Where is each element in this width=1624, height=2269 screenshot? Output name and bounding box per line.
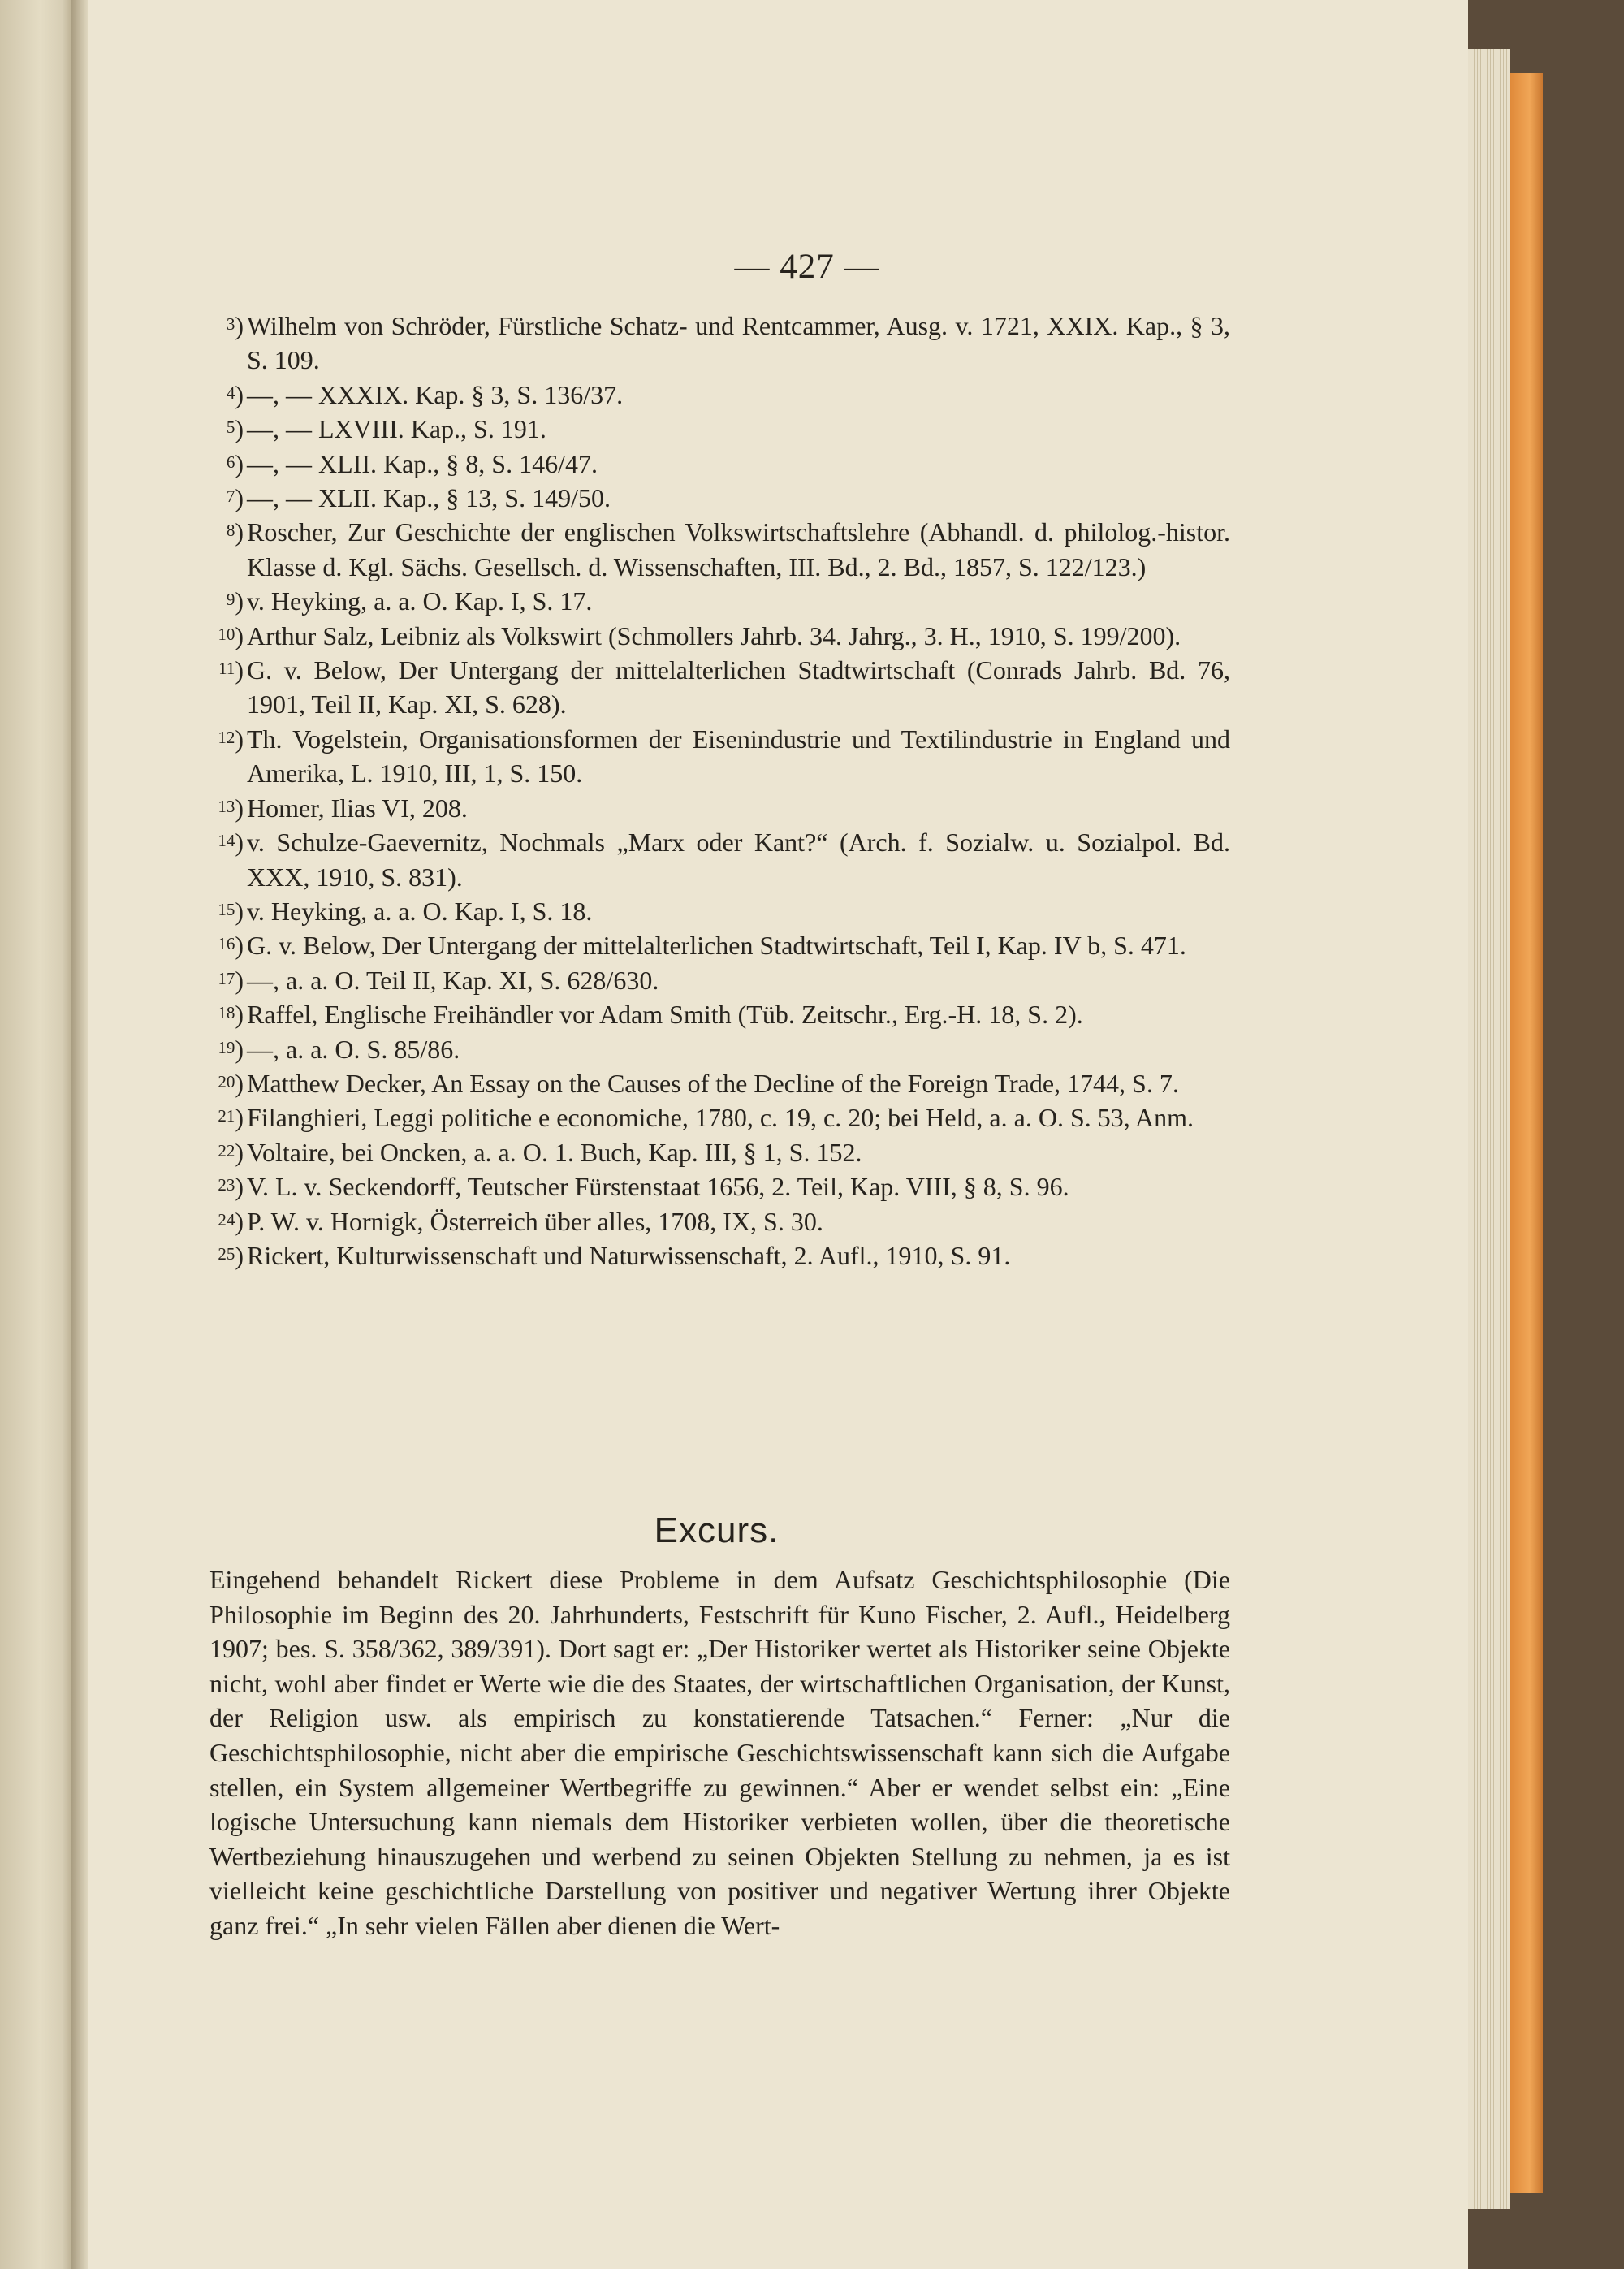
footnote (203, 791, 1230, 825)
footnote-number-value: 23 (218, 1175, 235, 1195)
footnote-number-value: 15 (218, 899, 235, 919)
footnote-paren: ) (235, 965, 244, 995)
footnote-number-value: 24 (218, 1209, 235, 1230)
footnote-text: v. Heyking, a. a. O. Kap. I, S. 18. (247, 896, 593, 926)
footnote-text: P. W. v. Hornigk, Österreich über alles, 1708, IX, S. 30. (247, 1206, 823, 1236)
footnote (203, 447, 1230, 481)
footnote-number-value: 11 (218, 659, 235, 679)
footnote-number (203, 1204, 244, 1238)
footnote-number-value: 10 (218, 624, 235, 644)
footnote-paren: ) (235, 1000, 244, 1030)
footnote-text: Raffel, Englische Freihändler vor Adam Smith (Tüb. Zeitschr., Erg.-H. 18, S. 2). (247, 1000, 1083, 1030)
footnote-number (203, 722, 244, 756)
footnote-number (203, 309, 244, 343)
footnote-text: —, — XLII. Kap., § 13, S. 149/50. (247, 483, 611, 513)
footnote-text: —, — XLII. Kap., § 8, S. 146/47. (247, 448, 598, 478)
footnote (203, 1204, 1230, 1238)
footnote (203, 1238, 1230, 1273)
footnote-number (203, 447, 244, 481)
footnote (203, 584, 1230, 618)
footnote (203, 378, 1230, 412)
footnote-text: Wilhelm von Schröder, Fürstliche Schatz- und Rentcammer, Ausg. v. 1721, XXIX. Kap., § 3, S. 109. (247, 311, 1230, 375)
footnote-number-value: 25 (218, 1243, 235, 1264)
footnote-number (203, 894, 244, 928)
footnote-paren: ) (235, 828, 244, 858)
footnote-number (203, 997, 244, 1031)
footnote-paren: ) (235, 517, 244, 547)
footnote-number-value: 19 (218, 1037, 235, 1057)
footnote-number-value: 17 (218, 968, 235, 988)
footnote-number (203, 791, 244, 825)
book-gutter (71, 0, 89, 2269)
footnote-paren: ) (235, 724, 244, 754)
footnote-paren: ) (235, 1034, 244, 1064)
footnote-paren: ) (235, 1137, 244, 1167)
footnote-text: Arthur Salz, Leibniz als Volkswirt (Schmollers Jahrb. 34. Jahrg., 3. H., 1910, S. 199/200). (247, 620, 1181, 650)
footnote (203, 481, 1230, 515)
footnote (203, 928, 1230, 962)
footnote-paren: ) (235, 931, 244, 961)
footnote-text: G. v. Below, Der Untergang der mittelalterlichen Stadtwirtschaft, Teil I, Kap. IV b, S. 471. (247, 931, 1186, 961)
page-stack-edge (1468, 49, 1510, 2209)
footnote (203, 1100, 1230, 1134)
footnote-paren: ) (235, 620, 244, 650)
footnote-number (203, 825, 244, 859)
footnote-number (203, 584, 244, 618)
footnote-text: Roscher, Zur Geschichte der englischen Volkswirtschaftslehre (Abhandl. d. philolog.-histor. Klasse d. Kgl. Sächs. Gesellsch. d. Wissenschaften, III. Bd., 2. Bd., 1857, S. 122/123.) (247, 517, 1230, 581)
footnote-text: Filanghieri, Leggi politiche e economiche, 1780, c. 19, c. 20; bei Held, a. a. O. S. 53, Anm. (247, 1103, 1194, 1133)
footnote-number (203, 1032, 244, 1066)
footnote-paren: ) (235, 1068, 244, 1098)
footnote-text: —, — XXXIX. Kap. § 3, S. 136/37. (247, 379, 624, 409)
footnote-text: Th. Vogelstein, Organisationsformen der Eisenindustrie und Textilindustrie in England und Amerika, L. 1910, III, 1, S. 150. (247, 724, 1230, 789)
footnote-number-value: 16 (218, 934, 235, 954)
page-number: — 427 — (734, 248, 880, 286)
footnote-number-value: 18 (218, 1003, 235, 1023)
footnote-number-value: 3 (226, 314, 235, 334)
footnote (203, 894, 1230, 928)
footnote-number-value: 7 (226, 486, 235, 507)
excurs-body: Eingehend behandelt Rickert diese Probleme in dem Aufsatz Geschichtsphilosophie (Die Philosophie im Beginn des 20. Jahrhunderts, Festschrift für Kuno Fischer, 2. Aufl., Heidelberg 1907; bes. S. 358/362, 389/391). Dort sagt er: „Der Historiker wertet als Historiker seine Objekte nicht, wohl aber findet er Werte wie die des Staates, der wirtschaftlichen Organisation, der Kunst, der Religion usw. als empirisch zu konstatierende Tatsachen.“ Ferner: „Nur die Geschichtsphilosophie, nicht aber die empirische Geschichtswissenschaft kann sich die Aufgabe stellen, ein System allgemeiner Wertbegriffe zu gewinnen.“ Aber er wendet selbst ein: „Eine logische Untersuchung kann niemals dem Historiker verbieten wollen, über die theoretische Wertbeziehung hinauszugehen und werbend zu seinen Objekten Stellung zu nehmen, ja es ist vielleicht keine geschichtliche Darstellung von positiver und negativer Wertung ihrer Objekte ganz frei.“ „In sehr vielen Fällen aber dienen die Wert- (209, 1565, 1230, 1940)
footnote (203, 412, 1230, 446)
footnote-number (203, 515, 244, 549)
footnote-text: —, a. a. O. S. 85/86. (247, 1034, 460, 1064)
footnote-number (203, 1135, 244, 1169)
footnote-text: Homer, Ilias VI, 208. (247, 793, 468, 823)
footnote-paren: ) (235, 793, 244, 823)
footnote-number-value: 20 (218, 1071, 235, 1091)
footnote-number-value: 9 (226, 590, 235, 610)
section-title: Excurs. (654, 1511, 780, 1550)
footnote-paren: ) (235, 1172, 244, 1202)
footnote-text: v. Schulze-Gaevernitz, Nochmals „Marx oder Kant?“ (Arch. f. Sozialw. u. Sozialpol. Bd. XXX, 1910, S. 831). (247, 828, 1230, 892)
footnote-text: Matthew Decker, An Essay on the Causes of the Decline of the Foreign Trade, 1744, S. 7. (247, 1068, 1179, 1098)
cover-edge (1510, 73, 1543, 2193)
footnote-number (203, 963, 244, 997)
footnote-paren: ) (235, 483, 244, 513)
footnote-number (203, 412, 244, 446)
footnote-paren: ) (235, 414, 244, 444)
footnote-number-value: 4 (226, 382, 235, 403)
footnote-text: Rickert, Kulturwissenschaft und Naturwissenschaft, 2. Aufl., 1910, S. 91. (247, 1240, 1011, 1270)
footnote (203, 309, 1230, 378)
footnote (203, 997, 1230, 1031)
footnote-text: v. Heyking, a. a. O. Kap. I, S. 17. (247, 586, 593, 616)
footnote-number-value: 12 (218, 727, 235, 747)
footnote (203, 1135, 1230, 1169)
footnote (203, 653, 1230, 722)
footnote-number (203, 1100, 244, 1134)
footnote-paren: ) (235, 1206, 244, 1236)
footnote-number-value: 21 (218, 1106, 235, 1126)
footnote-text: G. v. Below, Der Untergang der mittelalterlichen Stadtwirtschaft (Conrads Jahrb. Bd. 76, 1901, Teil II, Kap. XI, S. 628). (247, 655, 1230, 720)
footnote-number-value: 5 (226, 417, 235, 438)
footnote-paren: ) (235, 379, 244, 409)
footnote (203, 1066, 1230, 1100)
footnote (203, 515, 1230, 584)
footnote-number (203, 1238, 244, 1273)
footnote-paren: ) (235, 655, 244, 685)
footnote-number (203, 1066, 244, 1100)
footnote (203, 1169, 1230, 1204)
footnote-paren: ) (235, 896, 244, 926)
footnote-paren: ) (235, 311, 244, 340)
footnote (203, 619, 1230, 653)
footnote-number (203, 928, 244, 962)
footnote-number (203, 619, 244, 653)
footnote-number (203, 378, 244, 412)
footnote-number-value: 14 (218, 831, 235, 851)
footnote (203, 963, 1230, 997)
footnote-number-value: 6 (226, 452, 235, 472)
left-page-edge (0, 0, 73, 2269)
footnote-paren: ) (235, 1103, 244, 1133)
footnote-number (203, 481, 244, 515)
footnote (203, 722, 1230, 791)
footnote-paren: ) (235, 1240, 244, 1270)
footnotes-list (203, 309, 1230, 1273)
footnote-text: —, — LXVIII. Kap., S. 191. (247, 414, 546, 444)
footnote-number-value: 13 (218, 796, 235, 816)
footnote (203, 825, 1230, 894)
footnote-number (203, 1169, 244, 1204)
footnote-text: Voltaire, bei Oncken, a. a. O. 1. Buch, Kap. III, § 1, S. 152. (247, 1137, 862, 1167)
footnote-number (203, 653, 244, 687)
footnote-number-value: 8 (226, 521, 235, 541)
footnote-number-value: 22 (218, 1140, 235, 1160)
footnote-text: V. L. v. Seckendorff, Teutscher Fürstenstaat 1656, 2. Teil, Kap. VIII, § 8, S. 96. (247, 1172, 1069, 1202)
footnote-paren: ) (235, 448, 244, 478)
footnote (203, 1032, 1230, 1066)
footnote-text: —, a. a. O. Teil II, Kap. XI, S. 628/630. (247, 965, 659, 995)
footnote-paren: ) (235, 586, 244, 616)
